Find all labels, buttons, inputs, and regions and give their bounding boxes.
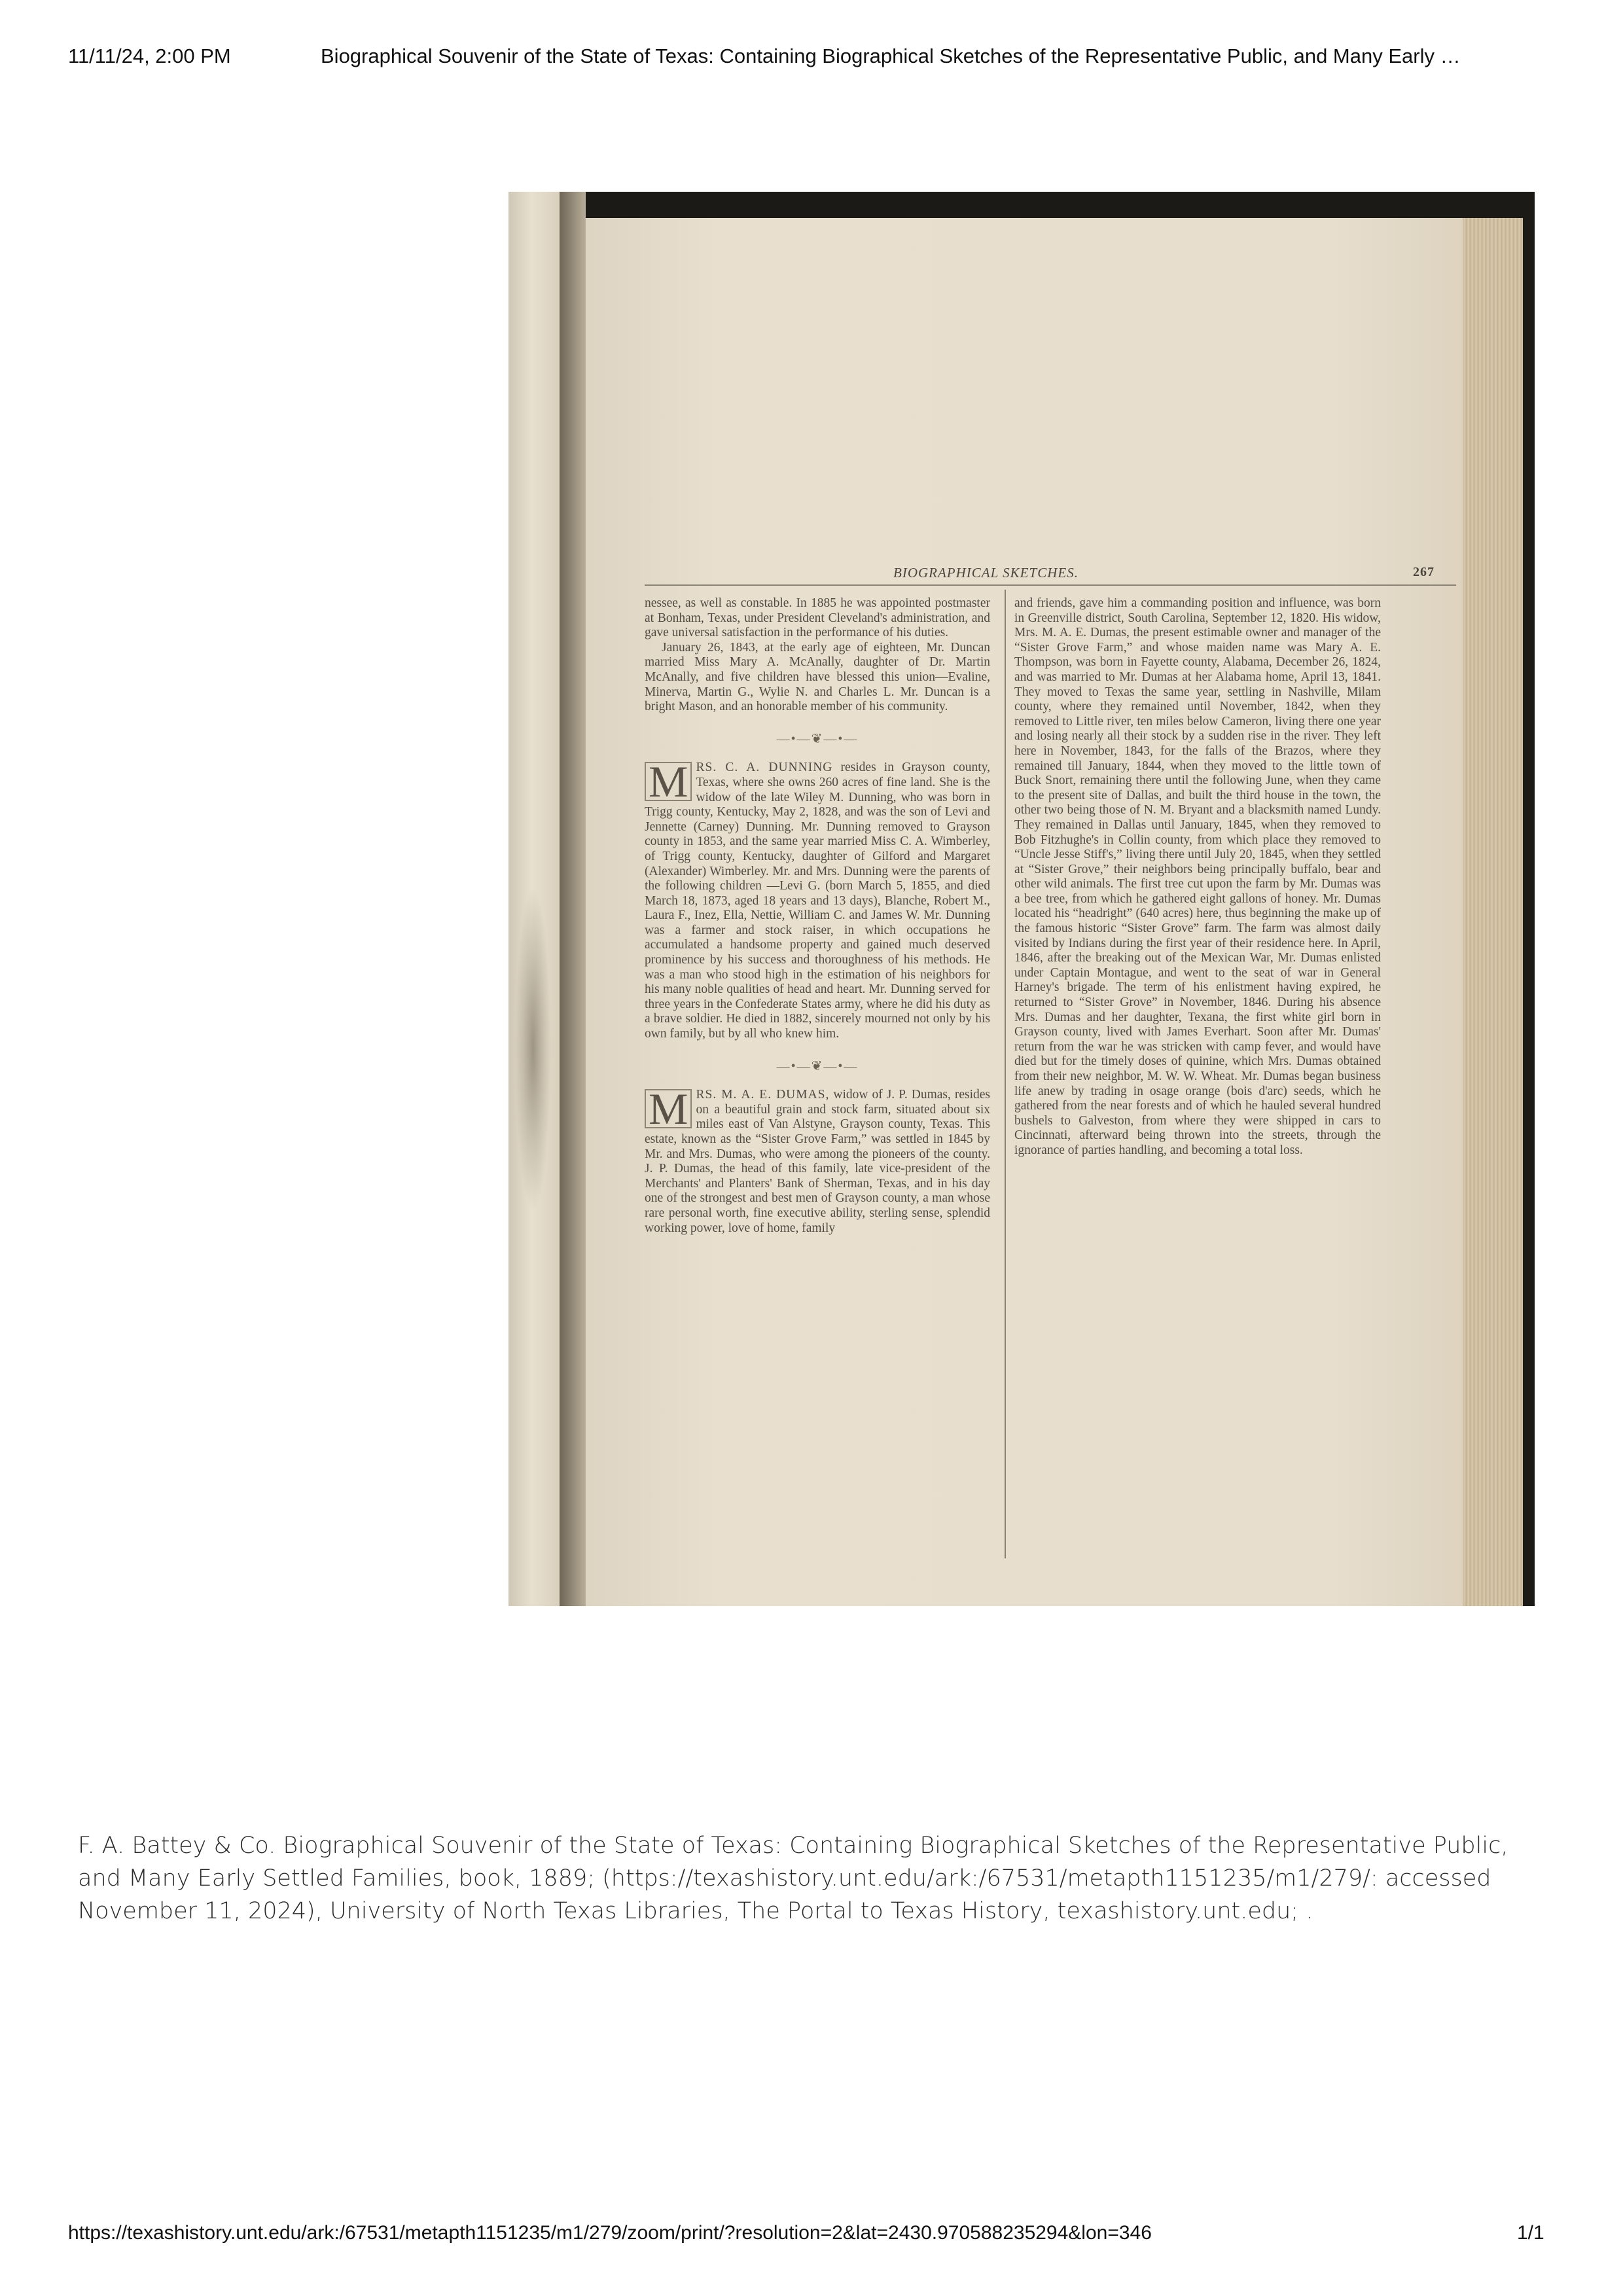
section-ornament: —•—❦—•— (776, 731, 859, 746)
left-text-column (645, 596, 990, 1236)
print-date: 11/11/24, 2:00 PM (68, 45, 231, 67)
header-rule (645, 584, 1456, 586)
duncan-paragraph-end: nessee, as well as constable. In 1885 he was appointed postmaster at Bonham, Texas, under President Cleveland's administration, and gave universal satisfaction in the performance of his duties. (645, 596, 990, 640)
running-head-title: BIOGRAPHICAL SKETCHES. (893, 565, 1079, 581)
dumas-sketch (645, 1084, 990, 1236)
book-page (586, 218, 1463, 1606)
right-text-column (1014, 596, 1381, 1158)
dunning-drop-cap: M (645, 762, 692, 801)
running-head (586, 565, 1463, 591)
dumas-text: widow of J. P. Dumas, resides on a beautiful grain and stock farm, situated about six miles east of Van Alstyne, Grayson county, Texas. This estate, known as the “Sister Grove Farm,” was settled in 1845 by Mr. and Mrs. Dumas, who were among the pioneers of the county. J. P. Dumas, the head of this family, late vice-president of the Merchants' and Planters' Bank of Sherman, Texas, and in his day one of the strongest and best men of Grayson county, a man whose rare personal worth, fine executive ability, sterling sense, splendid working power, love of home, family (645, 1088, 990, 1235)
dunning-heading: RS. C. A. DUNNING (696, 761, 833, 775)
print-footer (0, 2222, 1623, 2255)
scanned-book-image (508, 192, 1535, 1606)
column-divider (1005, 590, 1006, 1558)
citation-text: F. A. Battey & Co. Biographical Souvenir of the State of Texas: Containing Biographical Sketches of the Representative Public, and Many Early Settled Families, book, 1889; (https://texashistory.unt.edu/ark:/67531/metapth1151235/m1/279/: accessed November 11, 2024), University of North Texas Libraries, The Portal to Texas History, texashistory.unt.edu; . (78, 1833, 1508, 1924)
print-title: Biographical Souvenir of the State of Texas: Containing Biographical Sketches of the Representative Public, and Many Early … (321, 45, 1461, 67)
book-gutter (560, 192, 586, 1606)
section-ornament: —•—❦—•— (776, 1058, 859, 1073)
duncan-marriage-paragraph: January 26, 1843, at the early age of eighteen, Mr. Duncan married Miss Mary A. McAnally, daughter of Dr. Martin McAnally, and five children have blessed this union—Evaline, Minerva, Martin G., Wylie N. and Charles L. Mr. Duncan is a bright Mason, and an honorable member of his community. (645, 640, 990, 714)
page-edges (1463, 218, 1523, 1606)
page-counter: 1/1 (1517, 2222, 1544, 2244)
dunning-sketch (645, 757, 990, 1041)
dumas-drop-cap: M (645, 1089, 692, 1128)
dumas-continuation: and friends, gave him a commanding position and influence, was born in Greenville district, South Carolina, September 12, 1820. His widow, Mrs. M. A. E. Dumas, the present estimable owner and manager of the “Sister Grove Farm,” and whose maiden name was Mary A. E. Thompson, was born in Fayette county, Alabama, December 26, 1824, and was married to Mr. Dumas at her Alabama home, April 13, 1841. They moved to Texas the same year, settling in Nashville, Milam county, where they remained until November, 1842, when they removed to Little river, ten miles below Cameron, living there one year and losing nearly all their stock by a sudden rise in the river. They left here in November, 1843, for the falls of the Brazos, where they remained till January, 1844, when they moved to the little town of Buck Snort, remaining there until the following June, when they came to the present site of Dallas, and built the third house in the town, the other two being those of N. M. Bryant and a blacksmith named Lundy. They remained in Dallas until January, 1845, when they removed to Bob Fitzhughe's in Collin county, from which place they removed to “Uncle Jesse Stiff's,” living there until July 20, 1845, when they settled at “Sister Grove,” their neighbors being principally buffalo, bear and other wild animals. The first tree cut upon the farm by Mr. Dumas was a bee tree, from which he gathered eight gallons of honey. Mr. Dumas located his “headright” (640 acres) here, thus beginning the make up of the famous historic “Sister Grove” farm. The farm was almost daily visited by Indians during the first year of their residence here. In April, 1846, after the breaking out of the Mexican War, Mr. Dumas enlisted under Captain Montague, and went to the seat of war in General Harney's brigade. The term of his enlistment having expired, he returned to “Sister Grove” in November, 1846. During his absence Mrs. Dumas and her daughter, Texana, the first white girl born in Grayson county, lived with James Everhart. Soon after Mr. Dumas' return from the war he was stricken with camp fever, and would have died but for the timely doses of quinine, which Mrs. Dumas obtained from their new neighbor, M. W. W. Wheat. Mr. Dumas began business life anew by trading in osage orange (bois d'arc) seeds, which he gathered from the near forests and of which he hauled several hundred bushels to Galveston, from where they were shipped in cars to Cincinnati, afterward being thrown into the streets, through the ignorance of parties handling, and becoming a total loss. (1014, 596, 1381, 1157)
print-header (0, 39, 1623, 79)
print-url: https://texashistory.unt.edu/ark:/67531/metapth1151235/m1/279/zoom/print/?resolution=2&lat=2430.970588235294&lon=346 (68, 2222, 1152, 2244)
page-number: 267 (1413, 565, 1435, 579)
dunning-text: resides in Grayson county, Texas, where she owns 260 acres of fine land. She is the widow of the late Wiley M. Dunning, who was born in Trigg county, Kentucky, May 2, 1828, and was the son of Levi and Jennette (Carney) Dunning. Mr. Dunning removed to Grayson county in 1853, and the same year married Miss C. A. Wimberley, of Trigg county, Kentucky, daughter of Gilford and Margaret (Alexander) Wimberley. Mr. and Mrs. Dunning were the parents of the following children —Levi G. (born March 5, 1855, and died March 18, 1873, aged 18 years and 13 days), Blanche, Robert M., Laura F., Inez, Ella, Nettie, William C. and James W. Mr. Dunning was a farmer and stock raiser, in which occupations he accumulated a handsome property and gained much deserved prominence by his success and thoroughness of his methods. He was a man who stood high in the estimation of his neighbors for his many noble qualities of head and heart. Mr. Dunning served for three years in the Confederate States army, where he did his duty as a brave soldier. He died in 1882, sincerely mourned not only by his own family, but by all who knew him. (645, 761, 990, 1041)
dumas-heading: RS. M. A. E. DUMAS, (696, 1088, 830, 1102)
left-page-illustration (515, 886, 551, 1213)
left-page-edge (508, 192, 560, 1606)
